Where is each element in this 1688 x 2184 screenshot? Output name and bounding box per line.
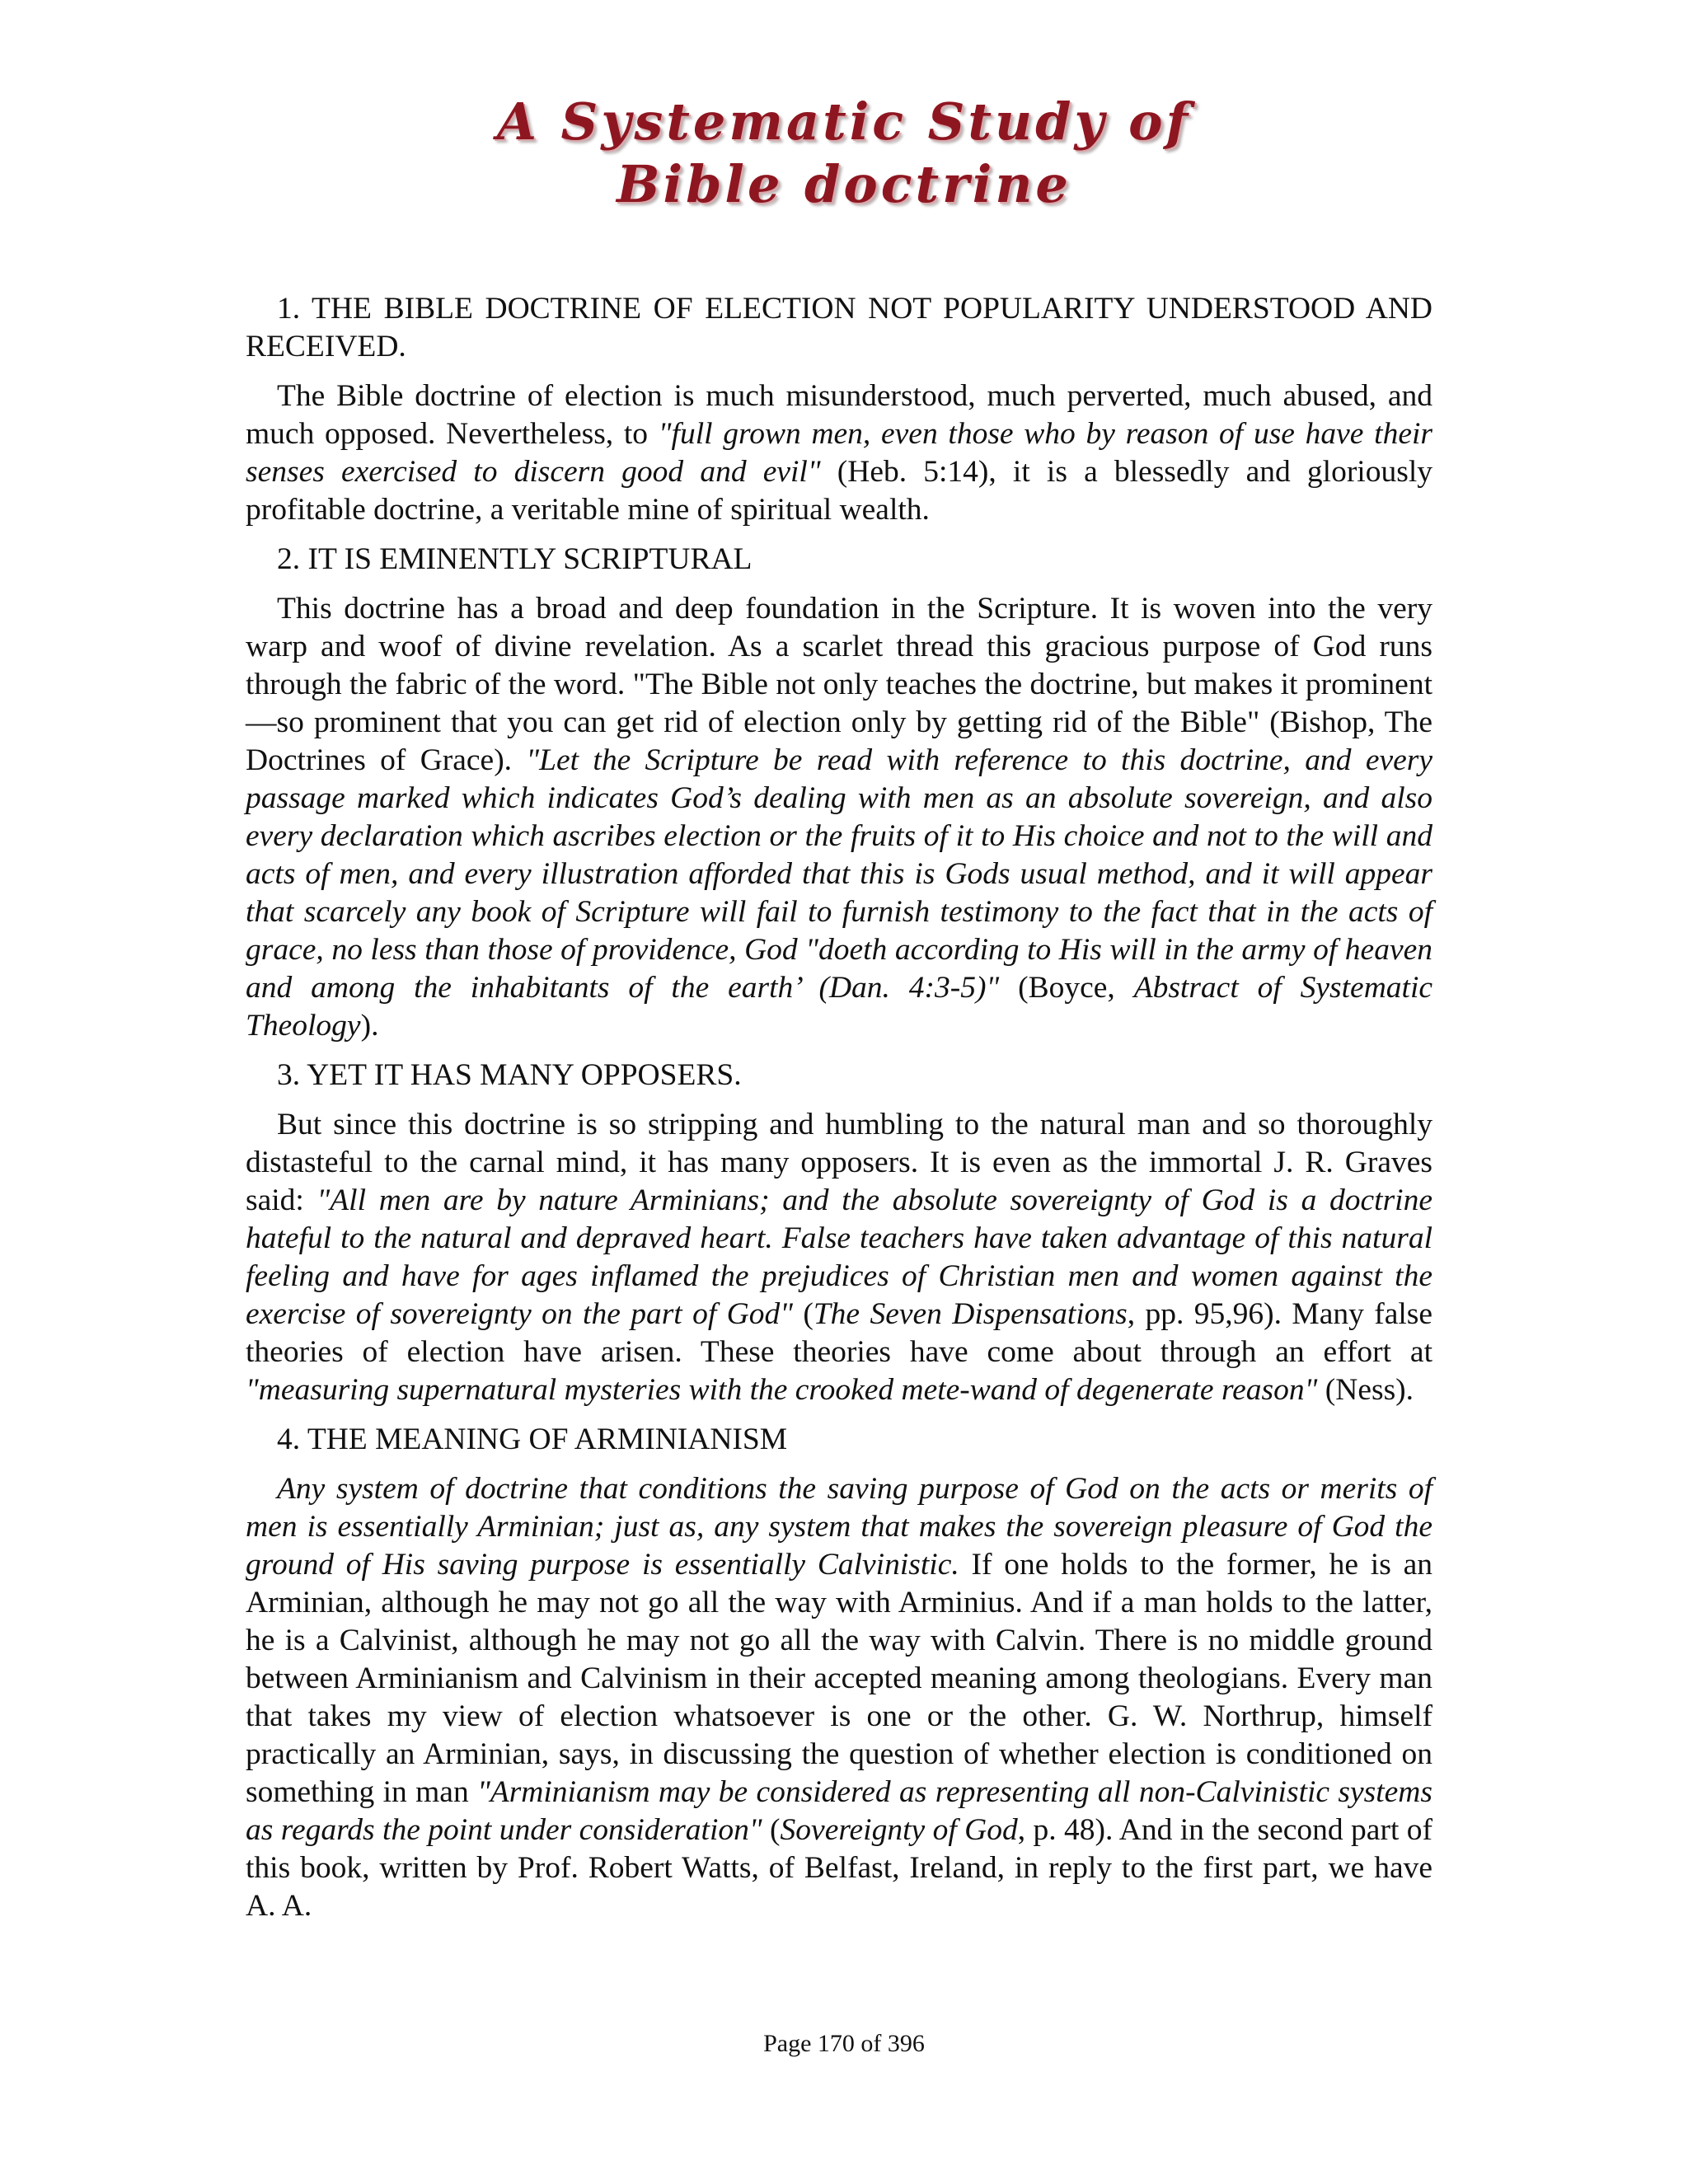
quote-run: "Arminianism may be considered as representing all non-Calvinistic systems as regards the point under consideration"	[246, 1775, 1432, 1847]
text-run: (Heb. 5:14), it is a blessedly and gloriously profitable doctrine, a veritable mine of spiritual wealth.	[246, 455, 1432, 527]
section-4-heading: 4. THE MEANING OF ARMINIANISM	[277, 1422, 788, 1456]
text-run: ).	[360, 1009, 379, 1043]
logo-line-2: Bible doctrine	[617, 154, 1071, 214]
page-number: Page 170 of 396	[763, 2030, 925, 2057]
text-run: (	[762, 1813, 781, 1847]
section-3-heading: 3. YET IT HAS MANY OPPOSERS.	[277, 1058, 742, 1092]
text-run: (Boyce,	[999, 971, 1134, 1005]
logo-line-1: A Systematic Study of	[496, 91, 1192, 152]
emphasis-run: Any system of doctrine that conditions the saving purpose of God on the acts or merits of men is essentially Arminian; just as, any system that makes the sovereign pleasure of God the ground of His saving purpose is essentially Calvinistic.	[246, 1472, 1432, 1582]
text-run: (Ness).	[1317, 1373, 1414, 1407]
text-run: But since this doctrine is so stripping and humbling to the natural man and so thoroughly distasteful to the carnal mind, it has many opposers. It is even as the immortal J. R. Graves said:	[246, 1108, 1432, 1217]
quote-run: "Let the Scripture be read with reference to this doctrine, and every passage marked which indicates God’s dealing with men as an absolute sovereign, and also every declaration which ascribes election or the fruits of it to His choice and not to the will and acts of men, and every illustration afforded that this is Gods usual method, and it will appear that scarcely any book of Scripture will fail to furnish testimony to the fact that in the acts of grace, no less than those of providence, God "doeth according to His will in the army of heaven and among the inhabitants of the earth’ (Dan. 4:3-5)"	[246, 743, 1432, 1005]
quote-run: "measuring supernatural mysteries with the crooked mete-wand of degenerate reason"	[246, 1373, 1318, 1407]
book-title: Sovereignty of God	[780, 1813, 1018, 1847]
text-run: If one holds to the former, he is an Arminian, although he may not go all the way with Arminius. And if a man holds to the latter, he is a Calvinist, although he may not go all the way with Calvin. There is no middle ground between Arminianism and Calvinism in their accepted meaning among theologians. Every man that takes my view of election whatsoever is one or the other. G. W. Northrup, himself practically an Arminian, says, in discussing the question of whether election is conditioned on something in man	[246, 1548, 1432, 1809]
section-3-paragraph	[246, 1106, 1432, 1409]
quote-run: "All men are by nature Arminians; and the absolute sovereignty of God is a doctrine hateful to the natural and depraved heart. False teachers have taken advantage of this natural feeling and have for ages inflamed the prejudices of Christian men and women against the exercise of sovereignty on the part of God"	[246, 1183, 1432, 1331]
text-run: The Bible doctrine of election is much misunderstood, much perverted, much abused, and much opposed. Nevertheless, to	[246, 379, 1432, 451]
book-title: Abstract of Systematic Theology	[246, 971, 1433, 1043]
section-1-paragraph	[246, 377, 1432, 529]
text-run: , p. 48). And in the second part of this book, written by Prof. Robert Watts, of Belfast, Ireland, in reply to the first part, we have A. A.	[246, 1813, 1433, 1923]
section-1-heading: 1. THE BIBLE DOCTRINE OF ELECTION NOT POPULARITY UNDERSTOOD AND RECEIVED.	[246, 292, 1432, 363]
document-body	[246, 290, 1432, 1937]
text-run: This doctrine has a broad and deep foundation in the Scripture. It is woven into the very warp and woof of divine revelation. As a scarlet thread this gracious purpose of God runs through the fabric of the word. "The Bible not only teaches the doctrine, but makes it prominent—so prominent that you can get rid of election only by getting rid of the Bible" (Bishop, The Doctrines of Grace).	[246, 592, 1432, 777]
section-2-paragraph	[246, 590, 1432, 1045]
text-run: , pp. 95,96). Many false theories of election have arisen. These theories have come about through an effort at	[246, 1297, 1432, 1369]
text-run: (	[792, 1297, 814, 1331]
book-title: The Seven Dispensations	[813, 1297, 1128, 1331]
quote-run: "full grown men, even those who by reason of use have their senses exercised to discern good and evil"	[246, 417, 1432, 489]
section-2-heading: 2. IT IS EMINENTLY SCRIPTURAL	[277, 542, 753, 576]
header-logo	[0, 91, 1688, 216]
section-4-paragraph	[246, 1470, 1432, 1925]
